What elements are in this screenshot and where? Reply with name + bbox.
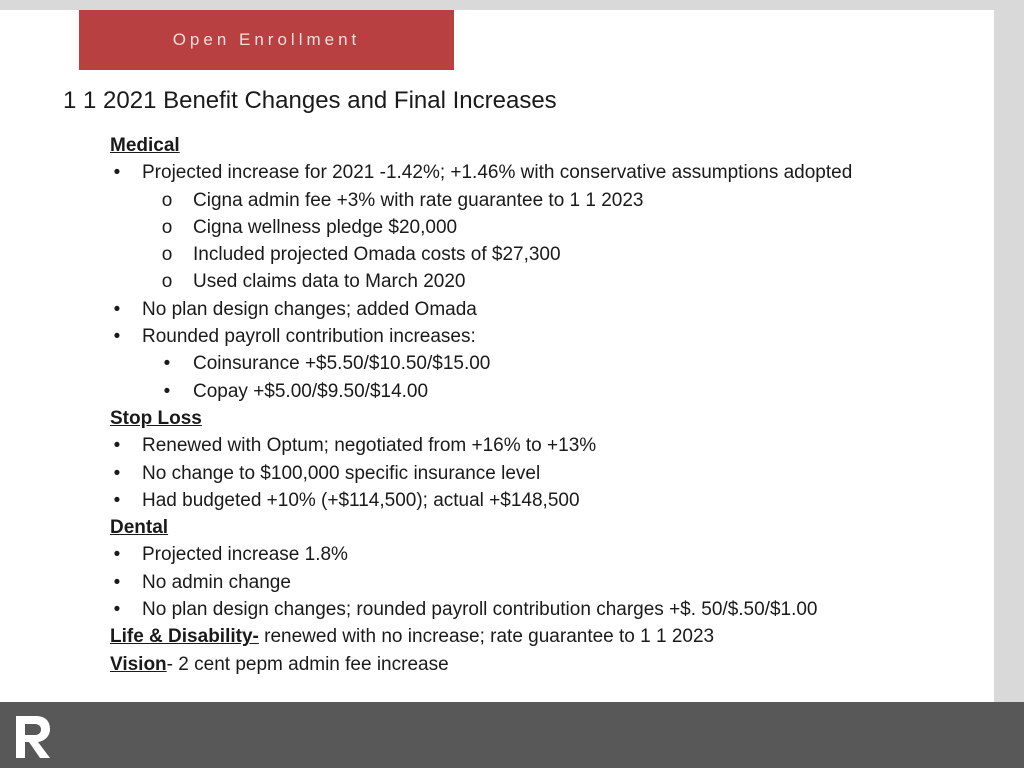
stop-loss-heading-line <box>110 405 960 432</box>
list-item <box>110 569 960 596</box>
list-item-text: No change to $100,000 specific insurance level <box>142 462 541 484</box>
bullet-icon: • <box>113 162 121 184</box>
list-item-text: No plan design changes; rounded payroll contribution charges +$. 50/$.50/$1.00 <box>142 599 818 621</box>
sub-bullet-icon: o <box>161 216 173 238</box>
slide-content <box>110 132 960 678</box>
bullet-icon: • <box>113 326 121 348</box>
bullet-icon: • <box>113 462 121 484</box>
bullet-icon: • <box>113 298 121 320</box>
medical-heading: Medical <box>110 135 180 156</box>
list-item <box>110 596 960 623</box>
list-item <box>110 296 960 323</box>
list-item <box>110 460 960 487</box>
sub-list-item <box>110 378 960 405</box>
dental-heading: Dental <box>110 517 169 539</box>
sub-list-item-text: Cigna admin fee +3% with rate guarantee to 1 1 2023 <box>193 189 644 211</box>
sub-list-item <box>110 241 960 268</box>
bullet-icon: • <box>113 599 121 621</box>
bullet-icon: • <box>163 353 171 375</box>
slide <box>0 10 994 702</box>
sub-bullet-icon: o <box>161 244 173 266</box>
page-title: 1 1 2021 Benefit Changes and Final Increases <box>63 87 557 114</box>
sub-list-item-text: Used claims data to March 2020 <box>193 271 466 293</box>
list-item <box>110 487 960 514</box>
sub-list-item <box>110 187 960 214</box>
list-item <box>110 541 960 568</box>
company-logo-r-icon <box>14 714 52 760</box>
vision-line <box>110 651 960 678</box>
list-item <box>110 323 960 350</box>
list-item <box>110 432 960 459</box>
list-item-text: No admin change <box>142 571 291 593</box>
life-disability-text: renewed with no increase; rate guarantee to 1 1 2023 <box>258 626 715 648</box>
list-item-text: No plan design changes; added Omada <box>142 298 477 320</box>
list-item-text: Renewed with Optum; negotiated from +16% to +13% <box>142 435 597 457</box>
medical-heading-line <box>110 132 960 159</box>
sub-list-item-text: Included projected Omada costs of $27,300 <box>193 244 561 266</box>
sub-bullet-icon: o <box>161 189 173 211</box>
footer-bar <box>0 702 1024 768</box>
bullet-icon: • <box>113 571 121 593</box>
bullet-icon: • <box>113 435 121 457</box>
vision-text: - 2 cent pepm admin fee increase <box>166 653 449 675</box>
bullet-icon: • <box>113 544 121 566</box>
bullet-icon: • <box>113 489 121 511</box>
life-disability-heading: Life & Disability- <box>110 626 259 648</box>
stop-loss-heading: Stop Loss <box>110 407 202 429</box>
section-tab: Open Enrollment <box>79 10 454 70</box>
sub-list-item <box>110 214 960 241</box>
bullet-icon: • <box>163 380 171 402</box>
dental-heading-line <box>110 514 960 541</box>
list-item-text: Projected increase for 2021 -1.42%; +1.46% with conservative assumptions adopted <box>142 162 853 184</box>
sub-list-item-text: Coinsurance +$5.50/$10.50/$15.00 <box>193 353 491 375</box>
list-item <box>110 159 960 186</box>
sub-list-item <box>110 268 960 295</box>
sub-list-item-text: Cigna wellness pledge $20,000 <box>193 216 458 238</box>
sub-bullet-icon: o <box>161 271 173 293</box>
vision-heading: Vision <box>110 653 167 675</box>
list-item-text: Rounded payroll contribution increases: <box>142 326 476 348</box>
sub-list-item <box>110 350 960 377</box>
list-item-text: Had budgeted +10% (+$114,500); actual +$148,500 <box>142 489 580 511</box>
sub-list-item-text: Copay +$5.00/$9.50/$14.00 <box>193 380 429 402</box>
list-item-text: Projected increase 1.8% <box>142 544 348 566</box>
life-disability-line <box>110 623 960 650</box>
